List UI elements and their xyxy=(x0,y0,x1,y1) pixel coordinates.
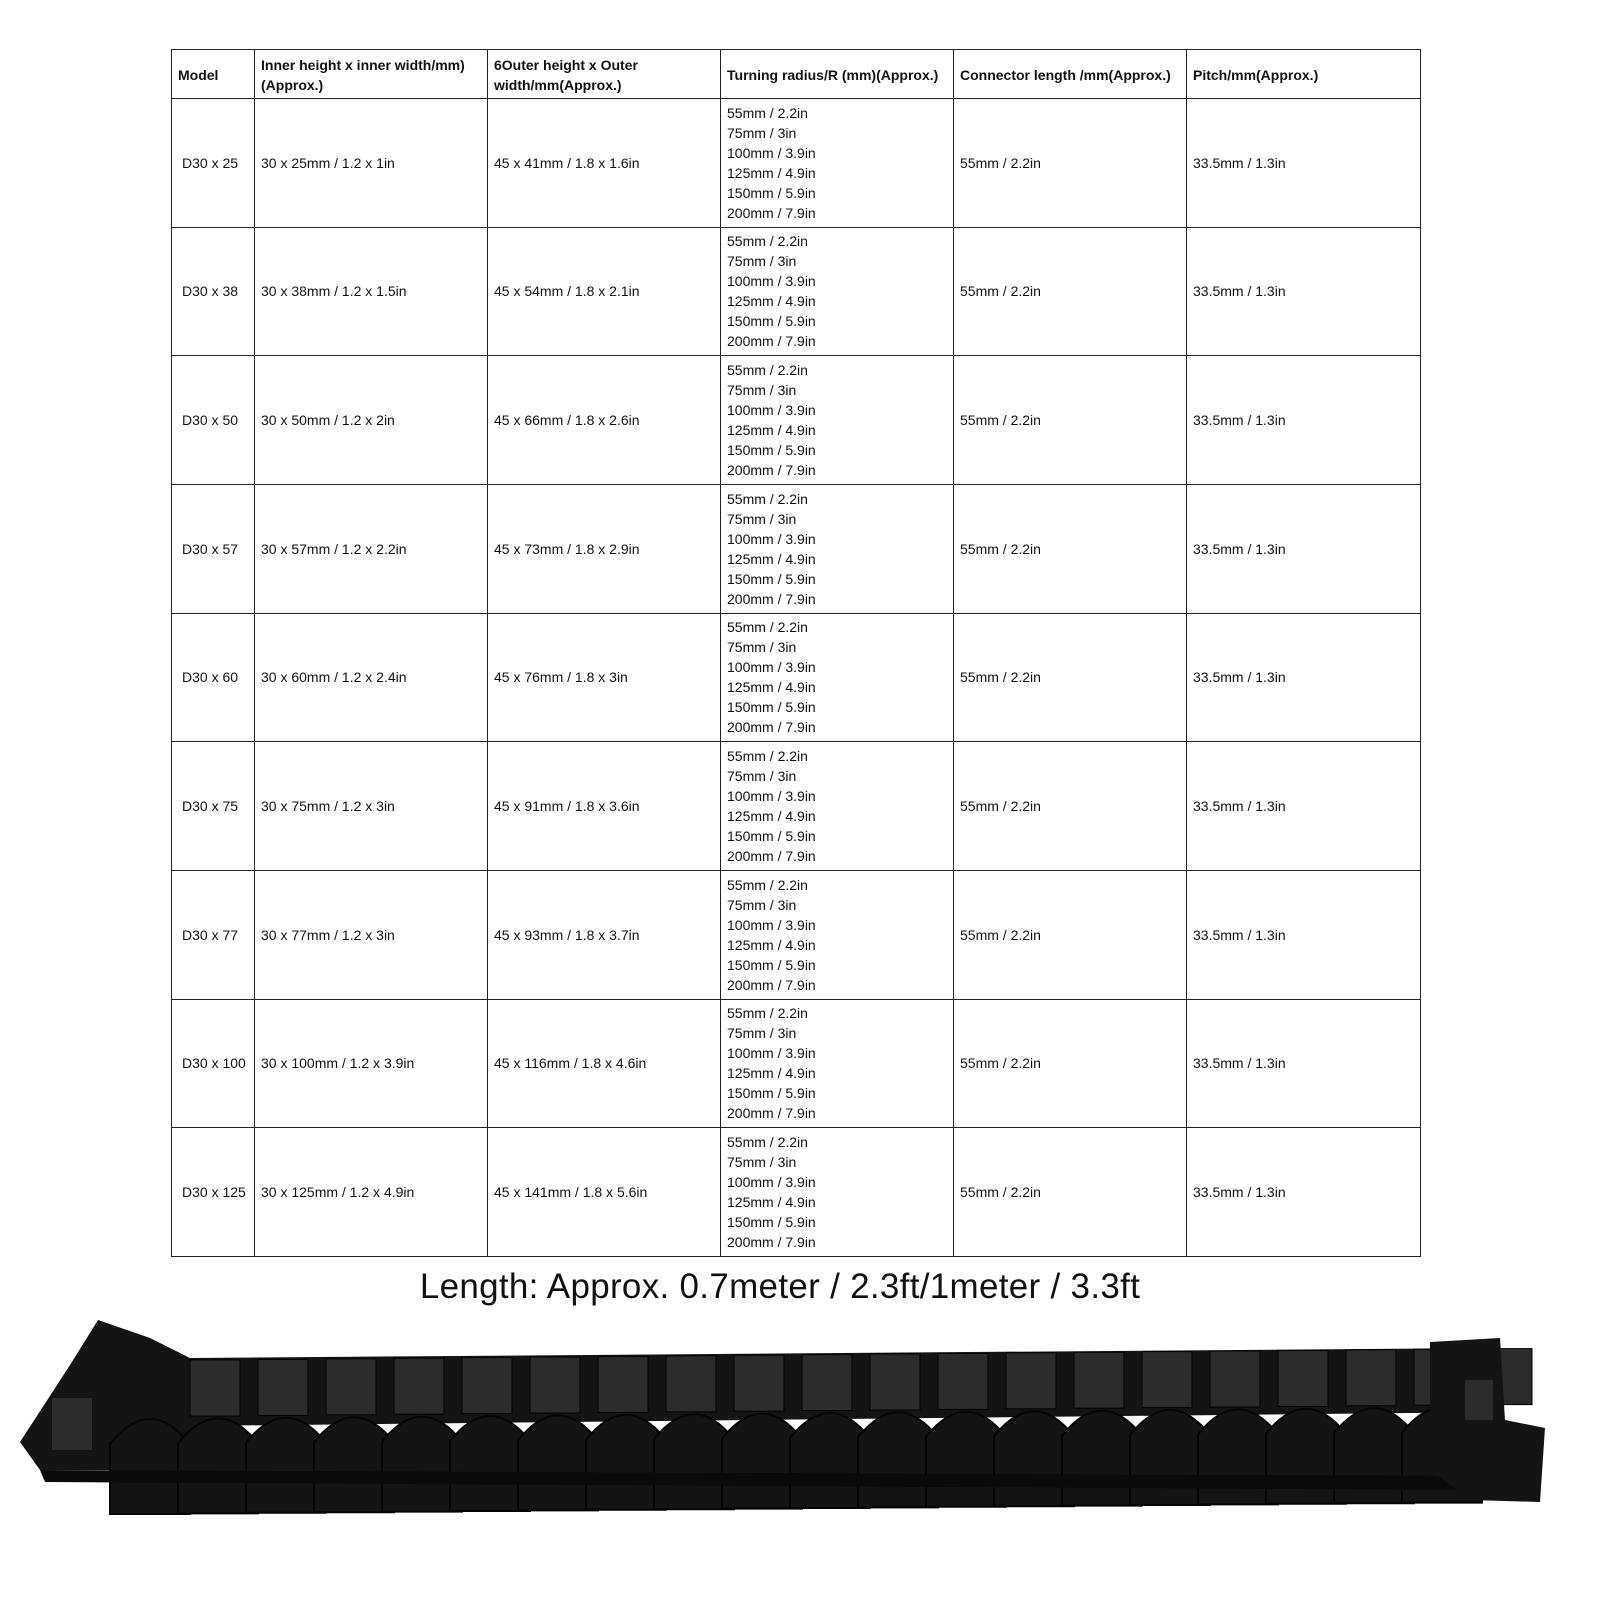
turning-radius-value: 150mm / 5.9in xyxy=(727,570,816,587)
header-turning-radius: Turning radius/R (mm)(Approx.) xyxy=(721,50,954,99)
turning-radius-value: 150mm / 5.9in xyxy=(727,1085,816,1102)
turning-radius-value: 100mm / 3.9in xyxy=(727,659,816,676)
turning-radius-value: 200mm / 7.9in xyxy=(727,848,816,865)
chain-link-top xyxy=(1346,1350,1396,1406)
outer-dimensions-cell: 45 x 116mm / 1.8 x 4.6in xyxy=(488,999,721,1128)
turning-radius-value: 100mm / 3.9in xyxy=(727,144,816,161)
model-cell: D30 x 60 xyxy=(172,613,255,742)
inner-dimensions-cell: 30 x 75mm / 1.2 x 3in xyxy=(255,742,488,871)
turning-radius-value: 75mm / 3in xyxy=(727,510,797,527)
pitch-cell: 33.5mm / 1.3in xyxy=(1187,1128,1421,1257)
turning-radius-value: 55mm / 2.2in xyxy=(727,619,808,636)
length-caption: Length: Approx. 0.7meter / 2.3ft/1meter / 3.3ft xyxy=(419,1267,1141,1306)
turning-radius-value: 150mm / 5.9in xyxy=(727,956,816,973)
turning-radius-value: 100mm / 3.9in xyxy=(727,1045,816,1062)
outer-dimensions-cell: 45 x 54mm / 1.8 x 2.1in xyxy=(488,227,721,356)
connector-length-cell: 55mm / 2.2in xyxy=(954,1128,1187,1257)
turning-radius-value: 125mm / 4.9in xyxy=(727,808,816,825)
chain-link-top xyxy=(1142,1352,1192,1408)
turning-radius-value: 100mm / 3.9in xyxy=(727,916,816,933)
turning-radius-value: 125mm / 4.9in xyxy=(727,679,816,696)
pitch-cell: 33.5mm / 1.3in xyxy=(1187,99,1421,228)
turning-radius-cell xyxy=(721,999,954,1128)
connector-length-cell: 55mm / 2.2in xyxy=(954,227,1187,356)
outer-dimensions-cell: 45 x 93mm / 1.8 x 3.7in xyxy=(488,870,721,999)
header-model: Model xyxy=(172,50,255,99)
turning-radius-value: 125mm / 4.9in xyxy=(727,1065,816,1082)
chain-link-top xyxy=(1006,1353,1056,1409)
turning-radius-cell xyxy=(721,227,954,356)
chain-link-top xyxy=(530,1357,580,1413)
chain-link-top xyxy=(1074,1352,1124,1408)
table-row xyxy=(172,999,1421,1128)
model-cell: D30 x 100 xyxy=(172,999,255,1128)
table-row xyxy=(172,99,1421,228)
model-cell: D30 x 25 xyxy=(172,99,255,228)
inner-dimensions-cell: 30 x 25mm / 1.2 x 1in xyxy=(255,99,488,228)
model-cell: D30 x 57 xyxy=(172,484,255,613)
turning-radius-cell xyxy=(721,1128,954,1257)
outer-dimensions-cell: 45 x 41mm / 1.8 x 1.6in xyxy=(488,99,721,228)
table-row xyxy=(172,613,1421,742)
spec-table xyxy=(171,49,1421,1257)
chain-link-top xyxy=(462,1358,512,1414)
turning-radius-value: 55mm / 2.2in xyxy=(727,1005,808,1022)
inner-dimensions-cell: 30 x 57mm / 1.2 x 2.2in xyxy=(255,484,488,613)
turning-radius-value: 75mm / 3in xyxy=(727,382,797,399)
outer-dimensions-cell: 45 x 76mm / 1.8 x 3in xyxy=(488,613,721,742)
turning-radius-value: 55mm / 2.2in xyxy=(727,490,808,507)
inner-dimensions-cell: 30 x 60mm / 1.2 x 2.4in xyxy=(255,613,488,742)
turning-radius-value: 150mm / 5.9in xyxy=(727,313,816,330)
turning-radius-value: 100mm / 3.9in xyxy=(727,1174,816,1191)
inner-dimensions-cell: 30 x 125mm / 1.2 x 4.9in xyxy=(255,1128,488,1257)
header-outer-dimensions: 6Outer height x Outer width/mm(Approx.) xyxy=(488,50,721,99)
turning-radius-value: 55mm / 2.2in xyxy=(727,104,808,121)
turning-radius-cell xyxy=(721,742,954,871)
turning-radius-value: 125mm / 4.9in xyxy=(727,550,816,567)
turning-radius-value: 55mm / 2.2in xyxy=(727,233,808,250)
turning-radius-value: 55mm / 2.2in xyxy=(727,362,808,379)
drag-chain-photo xyxy=(0,1320,1601,1580)
connector-length-cell: 55mm / 2.2in xyxy=(954,613,1187,742)
inner-dimensions-cell: 30 x 77mm / 1.2 x 3in xyxy=(255,870,488,999)
turning-radius-cell xyxy=(721,613,954,742)
table-row xyxy=(172,484,1421,613)
table-row xyxy=(172,1128,1421,1257)
drag-chain xyxy=(20,1320,1545,1514)
model-cell: D30 x 50 xyxy=(172,356,255,485)
inner-dimensions-cell: 30 x 38mm / 1.2 x 1.5in xyxy=(255,227,488,356)
turning-radius-value: 75mm / 3in xyxy=(727,896,797,913)
chain-link-top xyxy=(1210,1351,1260,1407)
header-pitch: Pitch/mm(Approx.) xyxy=(1187,50,1421,99)
chain-link-top xyxy=(258,1359,308,1415)
turning-radius-value: 55mm / 2.2in xyxy=(727,1134,808,1151)
turning-radius-value: 125mm / 4.9in xyxy=(727,164,816,181)
turning-radius-value: 75mm / 3in xyxy=(727,253,797,270)
chain-link-top xyxy=(666,1356,716,1412)
turning-radius-value: 200mm / 7.9in xyxy=(727,590,816,607)
right-bracket-vent xyxy=(1465,1380,1493,1420)
turning-radius-value: 200mm / 7.9in xyxy=(727,1234,816,1251)
header-connector-length: Connector length /mm(Approx.) xyxy=(954,50,1187,99)
connector-length-cell: 55mm / 2.2in xyxy=(954,99,1187,228)
chain-link-top xyxy=(734,1355,784,1411)
outer-dimensions-cell: 45 x 141mm / 1.8 x 5.6in xyxy=(488,1128,721,1257)
outer-dimensions-cell: 45 x 73mm / 1.8 x 2.9in xyxy=(488,484,721,613)
table-row xyxy=(172,356,1421,485)
header-inner-dimensions: Inner height x inner width/mm)(Approx.) xyxy=(255,50,488,99)
model-cell: D30 x 77 xyxy=(172,870,255,999)
pitch-cell: 33.5mm / 1.3in xyxy=(1187,356,1421,485)
turning-radius-value: 200mm / 7.9in xyxy=(727,719,816,736)
turning-radius-value: 150mm / 5.9in xyxy=(727,828,816,845)
pitch-cell: 33.5mm / 1.3in xyxy=(1187,999,1421,1128)
turning-radius-value: 125mm / 4.9in xyxy=(727,293,816,310)
turning-radius-value: 55mm / 2.2in xyxy=(727,748,808,765)
chain-link-top xyxy=(938,1353,988,1409)
turning-radius-value: 200mm / 7.9in xyxy=(727,462,816,479)
table-row xyxy=(172,227,1421,356)
pitch-cell: 33.5mm / 1.3in xyxy=(1187,870,1421,999)
turning-radius-value: 100mm / 3.9in xyxy=(727,530,816,547)
turning-radius-cell xyxy=(721,870,954,999)
pitch-cell: 33.5mm / 1.3in xyxy=(1187,227,1421,356)
turning-radius-value: 75mm / 3in xyxy=(727,768,797,785)
pitch-cell: 33.5mm / 1.3in xyxy=(1187,742,1421,871)
turning-radius-value: 125mm / 4.9in xyxy=(727,1194,816,1211)
pitch-cell: 33.5mm / 1.3in xyxy=(1187,484,1421,613)
turning-radius-cell xyxy=(721,484,954,613)
turning-radius-value: 150mm / 5.9in xyxy=(727,699,816,716)
table-header-row xyxy=(172,50,1421,99)
turning-radius-value: 200mm / 7.9in xyxy=(727,976,816,993)
inner-dimensions-cell: 30 x 100mm / 1.2 x 3.9in xyxy=(255,999,488,1128)
table-row xyxy=(172,870,1421,999)
outer-dimensions-cell: 45 x 91mm / 1.8 x 3.6in xyxy=(488,742,721,871)
turning-radius-value: 125mm / 4.9in xyxy=(727,936,816,953)
connector-length-cell: 55mm / 2.2in xyxy=(954,356,1187,485)
turning-radius-value: 150mm / 5.9in xyxy=(727,1214,816,1231)
model-cell: D30 x 125 xyxy=(172,1128,255,1257)
turning-radius-value: 100mm / 3.9in xyxy=(727,402,816,419)
connector-length-cell: 55mm / 2.2in xyxy=(954,742,1187,871)
turning-radius-value: 100mm / 3.9in xyxy=(727,273,816,290)
table-row xyxy=(172,742,1421,871)
turning-radius-value: 200mm / 7.9in xyxy=(727,204,816,221)
left-bracket-opening xyxy=(52,1398,92,1450)
turning-radius-value: 75mm / 3in xyxy=(727,124,797,141)
chain-link-top xyxy=(802,1355,852,1411)
chain-link-top xyxy=(1278,1350,1328,1406)
chain-link-top xyxy=(870,1354,920,1410)
outer-dimensions-cell: 45 x 66mm / 1.8 x 2.6in xyxy=(488,356,721,485)
inner-dimensions-cell: 30 x 50mm / 1.2 x 2in xyxy=(255,356,488,485)
turning-radius-value: 75mm / 3in xyxy=(727,639,797,656)
chain-link-top xyxy=(190,1360,240,1416)
chain-link-top xyxy=(394,1358,444,1414)
turning-radius-value: 55mm / 2.2in xyxy=(727,876,808,893)
table-body xyxy=(172,99,1421,1257)
turning-radius-value: 75mm / 3in xyxy=(727,1154,797,1171)
turning-radius-value: 125mm / 4.9in xyxy=(727,422,816,439)
turning-radius-cell xyxy=(721,99,954,228)
model-cell: D30 x 38 xyxy=(172,227,255,356)
connector-length-cell: 55mm / 2.2in xyxy=(954,870,1187,999)
turning-radius-value: 75mm / 3in xyxy=(727,1025,797,1042)
model-cell: D30 x 75 xyxy=(172,742,255,871)
pitch-cell: 33.5mm / 1.3in xyxy=(1187,613,1421,742)
turning-radius-value: 100mm / 3.9in xyxy=(727,788,816,805)
connector-length-cell: 55mm / 2.2in xyxy=(954,999,1187,1128)
turning-radius-value: 150mm / 5.9in xyxy=(727,184,816,201)
turning-radius-cell xyxy=(721,356,954,485)
connector-length-cell: 55mm / 2.2in xyxy=(954,484,1187,613)
turning-radius-value: 150mm / 5.9in xyxy=(727,442,816,459)
turning-radius-value: 200mm / 7.9in xyxy=(727,333,816,350)
turning-radius-value: 200mm / 7.9in xyxy=(727,1105,816,1122)
chain-link-top xyxy=(598,1356,648,1412)
chain-link-top xyxy=(326,1359,376,1415)
